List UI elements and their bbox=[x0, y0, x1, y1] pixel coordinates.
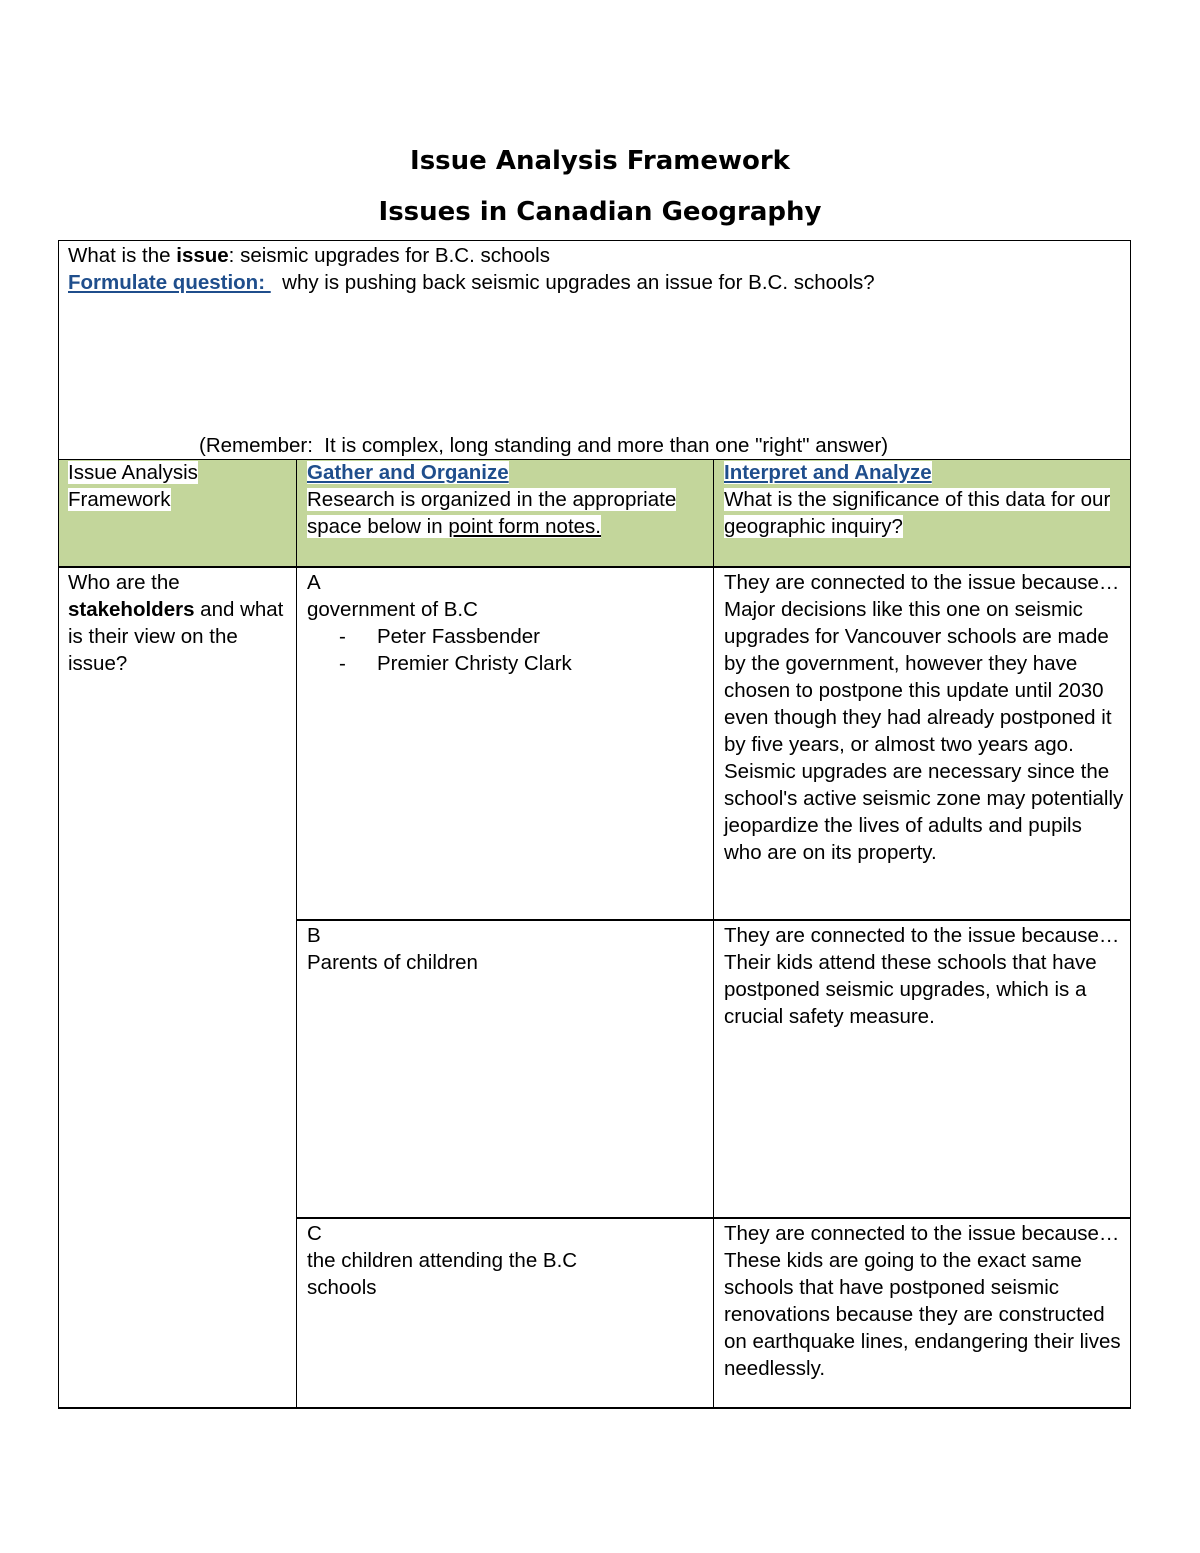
document-subtitle: Issues in Canadian Geography bbox=[378, 197, 822, 227]
stakeholder-prompt bbox=[68, 569, 290, 677]
column-divider-1 bbox=[296, 459, 297, 1409]
gather-title: Gather and Organize bbox=[307, 461, 509, 484]
border-left bbox=[58, 240, 59, 1409]
formulate-question bbox=[68, 269, 1118, 296]
column-divider-2 bbox=[713, 459, 714, 1409]
stakeholder-members bbox=[307, 623, 707, 677]
analysis-b bbox=[724, 922, 1124, 1030]
header-col-framework bbox=[68, 459, 288, 513]
stakeholder-letter: A bbox=[307, 571, 321, 594]
stakeholder-member: - Premier Christy Clark bbox=[307, 650, 707, 677]
border-right bbox=[1130, 240, 1131, 1409]
stakeholder-name: government of B.C bbox=[307, 598, 478, 621]
analysis-text: They are connected to the issue because… These kids are going to the exact same schools that have postponed seismic renovations because they are constructed on earthquake lines, endangering their lives needlessly. bbox=[724, 1222, 1121, 1380]
stakeholder-keyword: stakeholders bbox=[68, 598, 195, 621]
stakeholder-letter: B bbox=[307, 924, 321, 947]
stakeholder-name: the children attending the B.C schools bbox=[307, 1249, 578, 1299]
issue-keyword: issue bbox=[176, 244, 229, 267]
border-top bbox=[58, 240, 1131, 241]
stakeholder-letter: C bbox=[307, 1222, 322, 1245]
header-col-interpret bbox=[724, 459, 1124, 540]
analysis-c bbox=[724, 1220, 1124, 1382]
stakeholder-b bbox=[307, 922, 707, 976]
stakeholder-c bbox=[307, 1220, 647, 1301]
issue-prefix: What is the bbox=[68, 244, 177, 267]
issue-statement bbox=[68, 242, 1118, 269]
analysis-a bbox=[724, 569, 1124, 866]
stakeholder-prompt-post: and what is their view on the issue? bbox=[68, 598, 284, 675]
reminder-note: (Remember: It is complex, long standing and more than one "right" answer) bbox=[199, 434, 889, 457]
analysis-text: They are connected to the issue because… Major decisions like this one on seismic upgrades for Vancouver schools are made by the government, however they have chosen to postpone this update until 2030 even though they had already postponed it by five years, or almost two years ago. Seismic upgrades are necessary since the school's active seismic zone may potentially jeopardize the lives of adults and pupils who are on its property. bbox=[724, 571, 1124, 864]
stakeholder-a bbox=[307, 569, 707, 677]
stakeholder-member: - Peter Fassbender bbox=[307, 623, 707, 650]
stakeholder-name: Parents of children bbox=[307, 951, 478, 974]
analysis-text: They are connected to the issue because…Their kids attend these schools that have postponed seismic upgrades, which is a crucial safety measure. bbox=[724, 924, 1120, 1028]
document-title: Issue Analysis Framework bbox=[410, 146, 790, 176]
interpret-title: Interpret and Analyze bbox=[724, 461, 932, 484]
issue-text: : seismic upgrades for B.C. schools bbox=[228, 244, 550, 267]
gather-text: Research is organized in the appropriate space below in bbox=[307, 488, 677, 538]
header-col-gather bbox=[307, 459, 707, 540]
interpret-text: What is the significance of this data for our geographic inquiry? bbox=[724, 488, 1111, 538]
separator-header bbox=[58, 566, 1131, 568]
stakeholder-prompt-pre: Who are the bbox=[68, 571, 180, 594]
question-text: why is pushing back seismic upgrades an issue for B.C. schools? bbox=[282, 271, 875, 294]
framework-table bbox=[58, 240, 1131, 1409]
header-col-framework-text: Issue Analysis Framework bbox=[68, 461, 198, 511]
gather-text-underlined: point form notes. bbox=[448, 515, 602, 538]
border-bottom bbox=[58, 1407, 1131, 1409]
question-label: Formulate question: bbox=[68, 271, 271, 294]
